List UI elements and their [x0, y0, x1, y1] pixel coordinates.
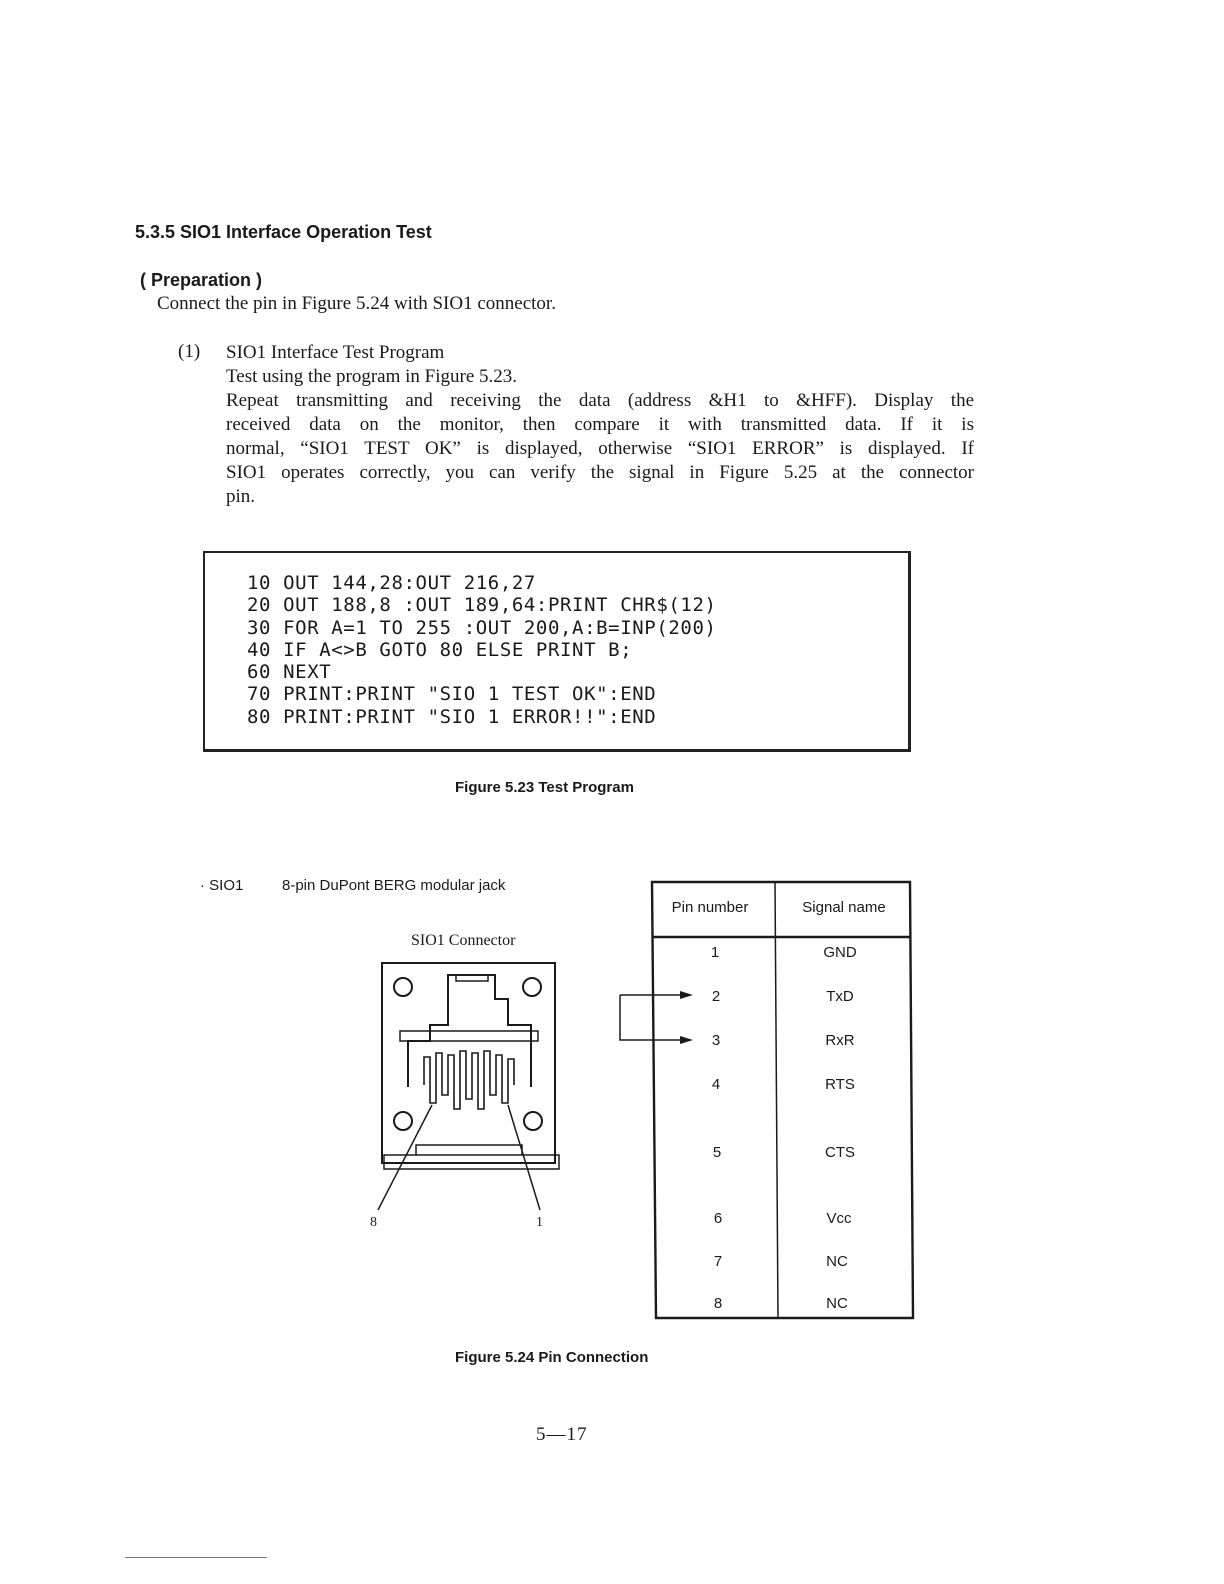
contact-pins	[424, 1051, 514, 1109]
loopback-arrow-icon	[680, 991, 693, 1044]
figure-523-caption: Figure 5.23 Test Program	[455, 779, 634, 796]
item-number: (1)	[178, 341, 201, 362]
mount-hole-icon	[523, 978, 541, 996]
program-line: 70 PRINT:PRINT "SIO 1 TEST OK":END	[247, 683, 657, 706]
signal-name: TxD	[826, 988, 854, 1005]
footer-rule	[125, 1557, 267, 1558]
program-listing-box	[203, 551, 911, 752]
program-line: 40 IF A<>B GOTO 80 ELSE PRINT B;	[247, 638, 633, 661]
item-body	[226, 341, 974, 509]
signal-name: RxR	[825, 1032, 855, 1049]
signal-name: GND	[823, 944, 857, 961]
table-header-pin: Pin number	[671, 899, 749, 916]
signal-name: NC	[826, 1253, 848, 1270]
pin8-leader-line	[378, 1105, 432, 1210]
signal-name: NC	[826, 1295, 848, 1312]
preparation-heading: ( Preparation )	[140, 270, 263, 290]
item-line: SIO1 operates correctly, you can verify the signal in Figure 5.25 at the connector	[226, 462, 974, 483]
pin-number: 7	[713, 1253, 723, 1270]
item-line: pin.	[226, 486, 256, 507]
item-line: received data on the monitor, then compare it with transmitted data. If it is	[226, 414, 974, 435]
pin-number: 6	[713, 1210, 723, 1227]
sio1-bullet-label: · SIO1	[200, 877, 244, 894]
pin1-label: 1	[536, 1215, 543, 1230]
item-line: normal, “SIO1 TEST OK” is displayed, otherwise “SIO1 ERROR” is displayed. If	[226, 438, 974, 459]
pin-number: 4	[711, 1076, 721, 1093]
pin-table	[600, 870, 930, 1330]
signal-name: Vcc	[826, 1210, 852, 1227]
signal-name: RTS	[825, 1076, 855, 1093]
mount-hole-icon	[524, 1112, 542, 1130]
item-title: SIO1 Interface Test Program	[226, 342, 445, 363]
section-heading: 5.3.5 SIO1 Interface Operation Test	[135, 222, 432, 242]
jack-lip	[416, 1145, 522, 1155]
pin-number: 3	[711, 1032, 721, 1049]
table-header-signal: Signal name	[802, 899, 886, 916]
page-number: 5—17	[536, 1424, 588, 1445]
program-line: 60 NEXT	[247, 661, 332, 684]
contact-shelf	[400, 1031, 538, 1041]
pin-number: 2	[711, 988, 721, 1005]
connector-description: 8-pin DuPont BERG modular jack	[282, 877, 506, 894]
table-border	[652, 882, 913, 1318]
modular-jack-diagram	[360, 955, 600, 1225]
program-line: 10 OUT 144,28:OUT 216,27	[247, 572, 536, 594]
program-line: 30 FOR A=1 TO 255 :OUT 200,A:B=INP(200)	[247, 616, 717, 639]
pin-number: 8	[713, 1295, 723, 1312]
pin8-label: 8	[370, 1215, 377, 1230]
mount-hole-icon	[394, 978, 412, 996]
mount-hole-icon	[394, 1112, 412, 1130]
pin-number: 5	[712, 1144, 722, 1161]
connector-label: SIO1 Connector	[411, 932, 516, 949]
column-divider	[775, 882, 778, 1318]
program-line: 20 OUT 188,8 :OUT 189,64:PRINT CHR$(12)	[247, 594, 717, 617]
preparation-text: Connect the pin in Figure 5.24 with SIO1 connector.	[157, 293, 556, 314]
figure-524-caption: Figure 5.24 Pin Connection	[455, 1349, 649, 1366]
item-line: Test using the program in Figure 5.23.	[226, 366, 518, 387]
program-listing	[247, 572, 717, 728]
pin-number: 1	[710, 944, 720, 961]
signal-name: CTS	[825, 1144, 855, 1161]
program-line: 80 PRINT:PRINT "SIO 1 ERROR!!":END	[247, 705, 657, 728]
item-line: Repeat transmitting and receiving the data (address &H1 to &HFF). Display the	[226, 390, 974, 411]
